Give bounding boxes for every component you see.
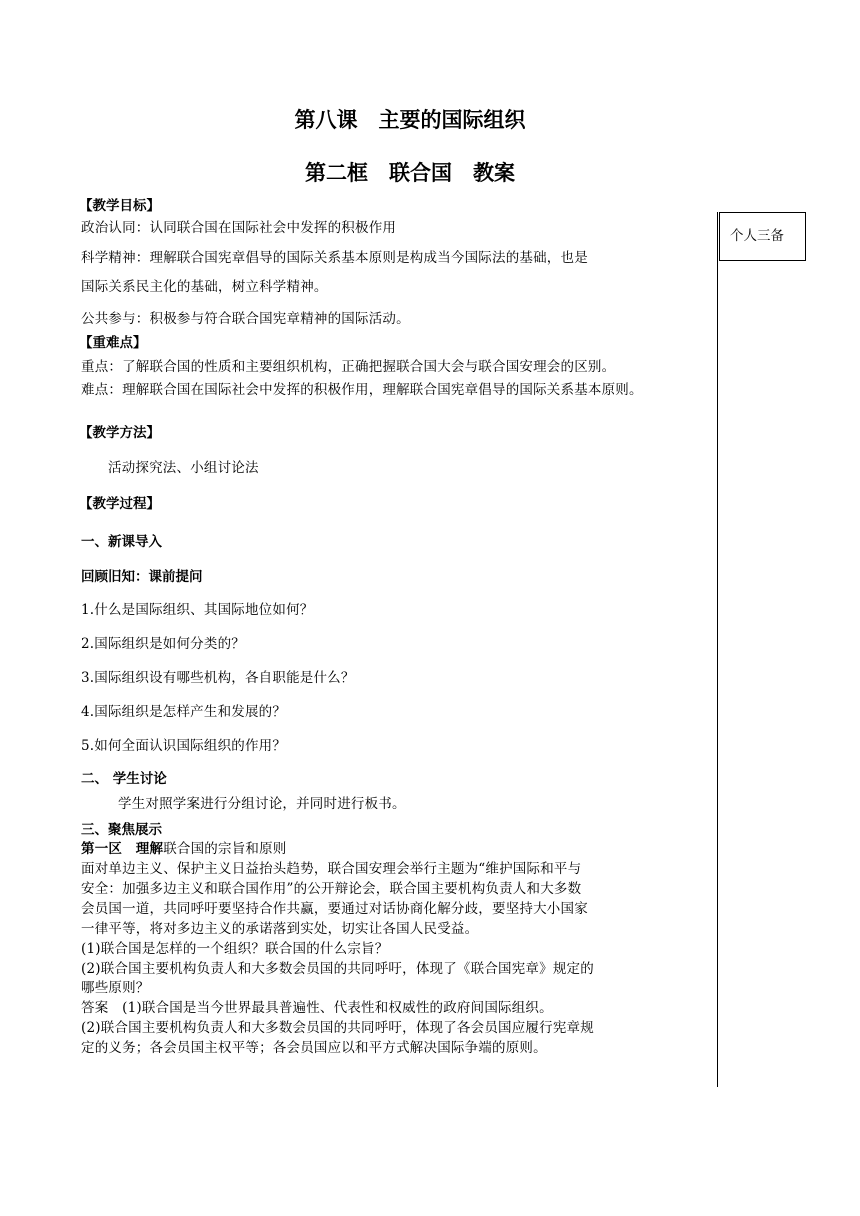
- answer-line: 定的义务；各会员国主权平等；各会员国应以和平方式解决国际争端的原则。: [81, 1040, 547, 1056]
- page-subtitle: 第二框 联合国 教案: [305, 161, 515, 185]
- sub-question: 哪些原则？: [81, 980, 150, 996]
- section-heading: 二、 学生讨论: [81, 771, 167, 787]
- question-item: 1.什么是国际组织、其国际地位如何？: [81, 602, 314, 618]
- objective-line: 科学精神：理解联合国宪章倡导的国际关系基本原则是构成当今国际法的基础，也是: [81, 250, 588, 266]
- objective-line: 公共参与：积极参与符合联合国宪章精神的国际活动。: [81, 311, 410, 327]
- sub-question: (2)联合国主要机构负责人和大多数会员国的共同呼吁，体现了《联合国宪章》规定的: [81, 961, 594, 977]
- side-note-box: [719, 212, 806, 261]
- passage-line: 安全：加强多边主义和联合国作用”的公开辩论会，联合国主要机构负责人和大多数: [81, 881, 582, 897]
- objective-line: 政治认同：认同联合国在国际社会中发挥的积极作用: [81, 220, 397, 236]
- area-heading: [81, 837, 287, 857]
- page-title: 第八课 主要的国际组织: [294, 108, 526, 132]
- objectives-heading: 【教学目标】: [79, 198, 160, 214]
- discussion-text: 学生对照学案进行分组讨论，并同时进行板书。: [118, 796, 406, 812]
- keypoint-line: 重点：了解联合国的性质和主要组织机构，正确把握联合国大会与联合国安理会的区别。: [81, 359, 616, 375]
- question-item: 3.国际组织设有哪些机构，各自职能是什么？: [81, 670, 355, 686]
- answer-line: (2)联合国主要机构负责人和大多数会员国的共同呼吁，体现了各会员国应履行宪章规: [81, 1020, 594, 1036]
- passage-line: 一律平等，将对多边主义的承诺落到实处，切实让各国人民受益。: [81, 921, 479, 937]
- passage-line: 面对单边主义、保护主义日益抬头趋势，联合国安理会举行主题为“维护国际和平与: [81, 861, 582, 877]
- margin-divider: [717, 212, 718, 1087]
- sub-question: (1)联合国是怎样的一个组织？联合国的什么宗旨？: [81, 941, 389, 957]
- section-heading: 三、聚焦展示: [81, 822, 162, 838]
- objective-line: 国际关系民主化的基础，树立科学精神。: [81, 279, 328, 295]
- area-topic: 联合国的宗旨和原则: [163, 841, 287, 857]
- review-heading: 回顾旧知：课前提问: [81, 569, 203, 585]
- keypoint-line: 难点：理解联合国在国际社会中发挥的积极作用，理解联合国宪章倡导的国际关系基本原则。: [81, 382, 643, 398]
- process-heading: 【教学过程】: [79, 496, 160, 512]
- passage-line: 会员国一道，共同呼吁要坚持合作共赢，要通过对话协商化解分歧，要坚持大小国家: [81, 901, 588, 917]
- question-item: 5.如何全面认识国际组织的作用？: [81, 738, 287, 754]
- method-heading: 【教学方法】: [79, 425, 160, 441]
- answer-line: 答案 (1)联合国是当今世界最具普遍性、代表性和权威性的政府间国际组织。: [81, 1000, 553, 1016]
- question-item: 2.国际组织是如何分类的？: [81, 636, 245, 652]
- method-text: 活动探究法、小组讨论法: [108, 460, 259, 476]
- side-note-label: 个人三备: [730, 228, 784, 244]
- area-label: 第一区 理解: [81, 841, 164, 857]
- keypoints-heading: 【重难点】: [79, 335, 147, 351]
- section-heading: 一、新课导入: [81, 534, 162, 550]
- question-item: 4.国际组织是怎样产生和发展的？: [81, 704, 287, 720]
